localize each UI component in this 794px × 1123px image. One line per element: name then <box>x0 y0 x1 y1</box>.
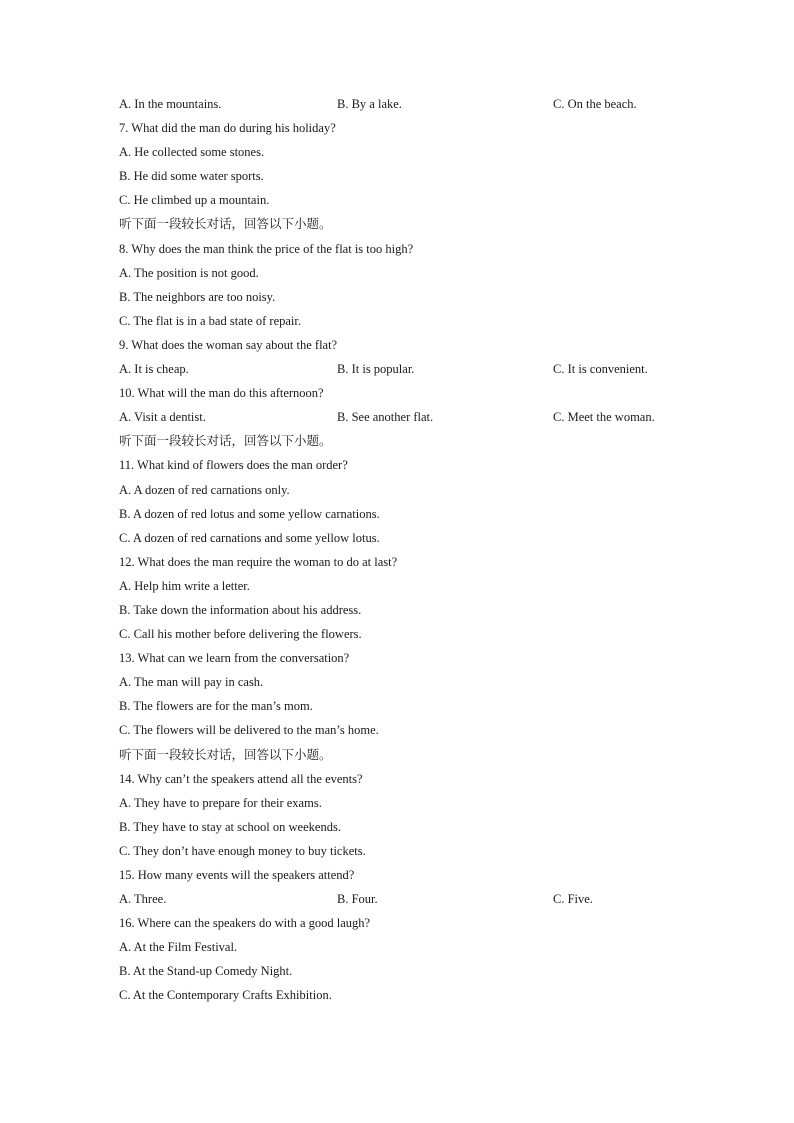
section-instruction: 听下面一段较长对话，回答以下小题。 <box>119 433 332 449</box>
question-line: 16. Where can the speakers do with a good laugh? <box>119 916 371 931</box>
question-line: C. At the Contemporary Crafts Exhibition. <box>119 988 332 1003</box>
question-line: B. A dozen of red lotus and some yellow carnations. <box>119 506 380 521</box>
option-a: A. It is cheap. <box>119 362 189 377</box>
question-line: B. The neighbors are too noisy. <box>119 289 276 304</box>
question-line: A. The position is not good. <box>119 265 259 280</box>
option-row <box>119 92 719 116</box>
option-b: B. See another flat. <box>337 410 434 425</box>
question-line: B. He did some water sports. <box>119 169 264 184</box>
question-line: 13. What can we learn from the conversation? <box>119 651 350 666</box>
question-line: B. The flowers are for the man’s mom. <box>119 699 313 714</box>
option-c: C. Meet the woman. <box>553 410 655 425</box>
option-a: A. In the mountains. <box>119 97 222 111</box>
option-c: C. It is convenient. <box>553 362 648 377</box>
option-a: A. Visit a dentist. <box>119 410 206 425</box>
question-line: 7. What did the man do during his holiday? <box>119 121 336 136</box>
question-line: A. The man will pay in cash. <box>119 675 264 690</box>
section-instruction: 听下面一段较长对话，回答以下小题。 <box>119 746 332 762</box>
question-line: B. At the Stand-up Comedy Night. <box>119 964 293 979</box>
question-line: 14. Why can’t the speakers attend all the events? <box>119 771 363 786</box>
question-line: 15. How many events will the speakers attend? <box>119 868 355 882</box>
question-line: C. Call his mother before delivering the flowers. <box>119 627 362 642</box>
option-row <box>119 357 719 381</box>
question-line: 11. What kind of flowers does the man order? <box>119 458 348 473</box>
section-instruction: 听下面一段较长对话，回答以下小题。 <box>119 216 332 232</box>
option-c: C. Five. <box>553 892 593 907</box>
question-line: C. A dozen of red carnations and some yellow lotus. <box>119 530 380 545</box>
question-line: A. A dozen of red carnations only. <box>119 482 290 497</box>
question-line: A. They have to prepare for their exams. <box>119 795 322 810</box>
option-a: A. Three. <box>119 892 167 907</box>
question-line: B. They have to stay at school on weekends. <box>119 819 341 834</box>
option-b: B. Four. <box>337 892 378 907</box>
question-line: C. He climbed up a mountain. <box>119 193 270 208</box>
exam-page <box>119 92 719 1008</box>
question-line: C. The flowers will be delivered to the man’s home. <box>119 723 379 738</box>
question-line: A. Help him write a letter. <box>119 578 250 593</box>
option-row <box>119 887 719 911</box>
question-line: A. He collected some stones. <box>119 145 265 160</box>
question-line: C. The flat is in a bad state of repair. <box>119 313 302 328</box>
question-line: 9. What does the woman say about the flat? <box>119 337 338 352</box>
option-b: B. By a lake. <box>337 97 402 111</box>
question-line: 10. What will the man do this afternoon? <box>119 386 324 401</box>
option-b: B. It is popular. <box>337 362 415 377</box>
question-line: B. Take down the information about his address. <box>119 602 362 617</box>
question-line: C. They don’t have enough money to buy tickets. <box>119 843 366 858</box>
option-row <box>119 405 719 429</box>
question-line: A. At the Film Festival. <box>119 940 238 955</box>
option-c: C. On the beach. <box>553 97 637 111</box>
question-line: 8. Why does the man think the price of the flat is too high? <box>119 241 414 256</box>
question-line: 12. What does the man require the woman to do at last? <box>119 554 398 569</box>
